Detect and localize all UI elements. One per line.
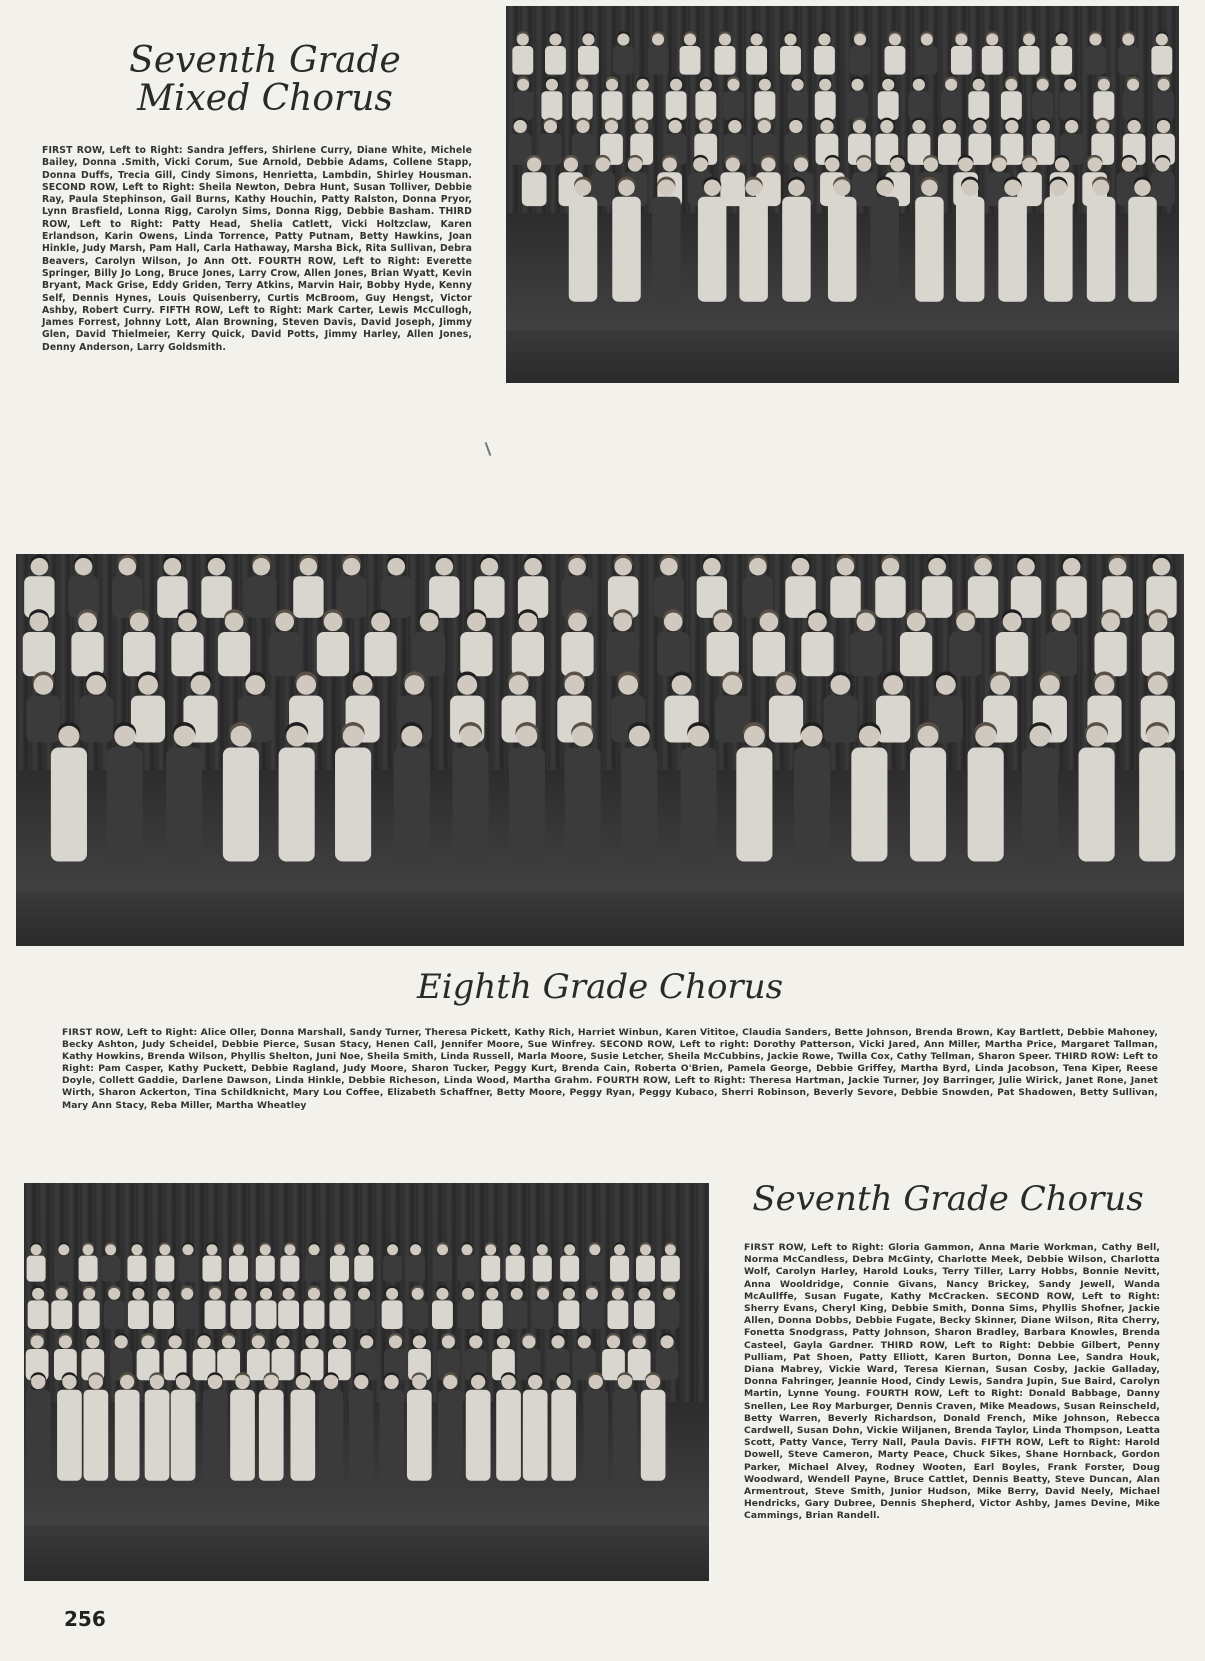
seventh-mixed-chorus-title xyxy=(100,42,430,118)
stray-mark xyxy=(485,442,492,456)
seventh-mixed-chorus-caption: FIRST ROW, Left to Right: Sandra Jeffers, Shirlene Curry, Diane White, Michele Bailey, Donna .Smith, Vicki Corum, Sue Arnold, Debbie Adams, Collene Stapp, Donna Duffs, Trecia Gill, Cindy Simons, Henrietta, Lambdin, Shirley Housman. SECOND ROW, Left to Right: Sheila Newton, Debra Hunt, Susan Tolliver, Debbie Ray, Paula Stephinson, Gail Burns, Kathy Houchin, Patty Ralston, Donna Pryor, Lynn Brasfield, Lonna Rigg, Carolyn Sims, Donna Rigg, Debbie Basham. THIRD ROW, Left to Right: Patty Head, Shelia Catlett, Vicki Holtzclaw, Karen Erlandson, Karin Owens, Linda Torrence, Patty Putnam, Betty Hawkins, Joan Hinkle, Judy Marsh, Pam Hall, Carla Hathaway, Marsha Bick, Rita Sullivan, Debra Beavers, Carolyn Wilson, Jo Ann Ott. FOURTH ROW, Left to Right: Everette Springer, Billy Jo Long, Bruce Jones, Larry Crow, Allen Jones, Brian Wyatt, Kevin Bryant, Mack Grise, Eddy Griden, Terry Atkins, Marvin Hair, Bobby Hyde, Kenny Self, Dennis Hynes, Louis Quisenberry, Curtis McBroom, Guy Hengst, Victor Ashby, Robert Curry. FIFTH ROW, Left to Right: Mark Carter, Lewis McCullogh, James Forrest, Johnny Lott, Alan Browning, Steven Davis, David Joseph, Jimmy Glen, David Thielmeier, Kerry Quick, David Potts, Jimmy Harley, Allen Jones, Denny Anderson, Larry Goldsmith. xyxy=(42,145,472,353)
eighth-grade-chorus-caption: FIRST ROW, Left to Right: Alice Oller, Donna Marshall, Sandy Turner, Theresa Pickett, Kathy Rich, Harriet Winbun, Karen Vititoe, Claudia Sanders, Bette Johnson, Brenda Brown, Kay Bartlett, Debbie Mahoney, Becky Ashton, Judy Scheidel, Debbie Pierce, Susan Stacy, Henen Call, Jennifer Moore, Sue Winfrey. SECOND ROW, Left to right: Dorothy Patterson, Vicki Jared, Ann Miller, Martha Price, Margaret Tallman, Kathy Howkins, Brenda Wilson, Phyllis Shelton, Juni Noe, Sheila Smith, Linda Russell, Marla Moore, Susie Letcher, Sheila McCubbins, Jackie Rowe, Twilla Cox, Cathy Tellman, Sharon Speer. THIRD ROW: Left to Right: Pam Casper, Kathy Puckett, Debbie Ragland, Judy Moore, Sharon Tucker, Peggy Kurt, Brenda Cain, Roberta O'Brien, Pamela George, Debbie Griffey, Martha Byrd, Linda Jacobson, Tena Kiper, Reese Doyle, Collett Gaddie, Darlene Dawson, Linda Hinkle, Debbie Richeson, Linda Wood, Martha Grahm. FOURTH ROW, Left to Right: Theresa Hartman, Jackie Turner, Joy Barringer, Julie Wirick, Janet Rone, Janet Wirth, Sharon Ackerton, Tina Schildknicht, Mary Lou Coffee, Elizabeth Schaffner, Betty Moore, Peggy Ryan, Peggy Kubaco, Sherri Robinson, Beverly Sevore, Debbie Snowden, Pat Shadowen, Betty Sullivan, Mary Ann Stacy, Reba Miller, Martha Wheatley xyxy=(62,1027,1158,1111)
eighth-grade-chorus-photo xyxy=(16,554,1184,946)
page-number: 256 xyxy=(64,1607,106,1631)
seventh-mixed-title-line2: Mixed Chorus xyxy=(137,77,393,119)
seventh-grade-chorus-title: Seventh Grade Chorus xyxy=(752,1179,1144,1219)
seventh-grade-chorus-caption: FIRST ROW, Left to Right: Gloria Gammon, Anna Marie Workman, Cathy Bell, Norma McCandless, Debra McGinty, Charlotte Meek, Debbie Wilson, Charlotta Wolf, Carolyn Harley, Harold Louks, Terry Tiller, Larry Hobbs, Bonnie Nevitt, Anna Wooldridge, Connie Givans, Nancy Brickey, Sandy Jewell, Wanda McAullffe, Susan Fugate, Kathy McCracken. SECOND ROW, Left to Right: Sherry Evans, Cheryl King, Debbie Smith, Donna Sims, Phyllis Shofner, Jackie Allen, Donna Dobbs, Debbie Fugate, Becky Skinner, Diane Wilson, Rita Cherry, Fonetta Snodgrass, Patty Johnson, Sharon Bradley, Barbara Knowles, Brenda Casteel, Gayla Gardner. THIRD ROW, Left to Right: Debbie Gilbert, Penny Pulliam, Pat Shoen, Patty Elliott, Karen Burton, Donna Lee, Sandra Houk, Diana Mabrey, Vickie Ward, Teresa Kiernan, Susan Cosby, Jackie Galladay, Donna Fahringer, Jeannie Hood, Cindy Lewis, Sandra Jupin, Sue Baird, Carolyn Martin, Lynne Young. FOURTH ROW, Left to Right: Donald Babbage, Danny Snellen, Lee Roy Marburger, Dennis Craven, Mike Meadows, Susan Reinscheld, Betty Warren, Beverly Richardson, Donald French, Mike Johnson, Rebecca Cardwell, Susan Dohn, Vickie Wiljanen, Brenda Taylor, Linda Thompson, Leatta Scott, Patty Vance, Terry Nall, Paula Davis. FIFTH ROW, Left to Right: Harold Dowell, Steve Cameron, Marty Peace, Chuck Sikes, Shane Hornback, Gordon Parker, Michael Alvey, Rodney Wooten, Earl Boyles, Frank Forster, Doug Woodward, Wendell Payne, Bruce Cattlet, Dennis Beatty, Steve Duncan, Alan Armentrout, Steve Smith, Junior Hudson, Mike Berry, David Neely, Michael Hendricks, Gary Dubree, Dennis Shepherd, Victor Ashby, James Devine, Mike Cammings, Brian Randell. xyxy=(744,1242,1160,1522)
eighth-grade-chorus-title: Eighth Grade Chorus xyxy=(416,967,784,1007)
seventh-mixed-chorus-photo xyxy=(506,6,1179,383)
seventh-mixed-title-line1: Seventh Grade xyxy=(129,40,401,81)
seventh-grade-chorus-photo xyxy=(24,1183,709,1581)
